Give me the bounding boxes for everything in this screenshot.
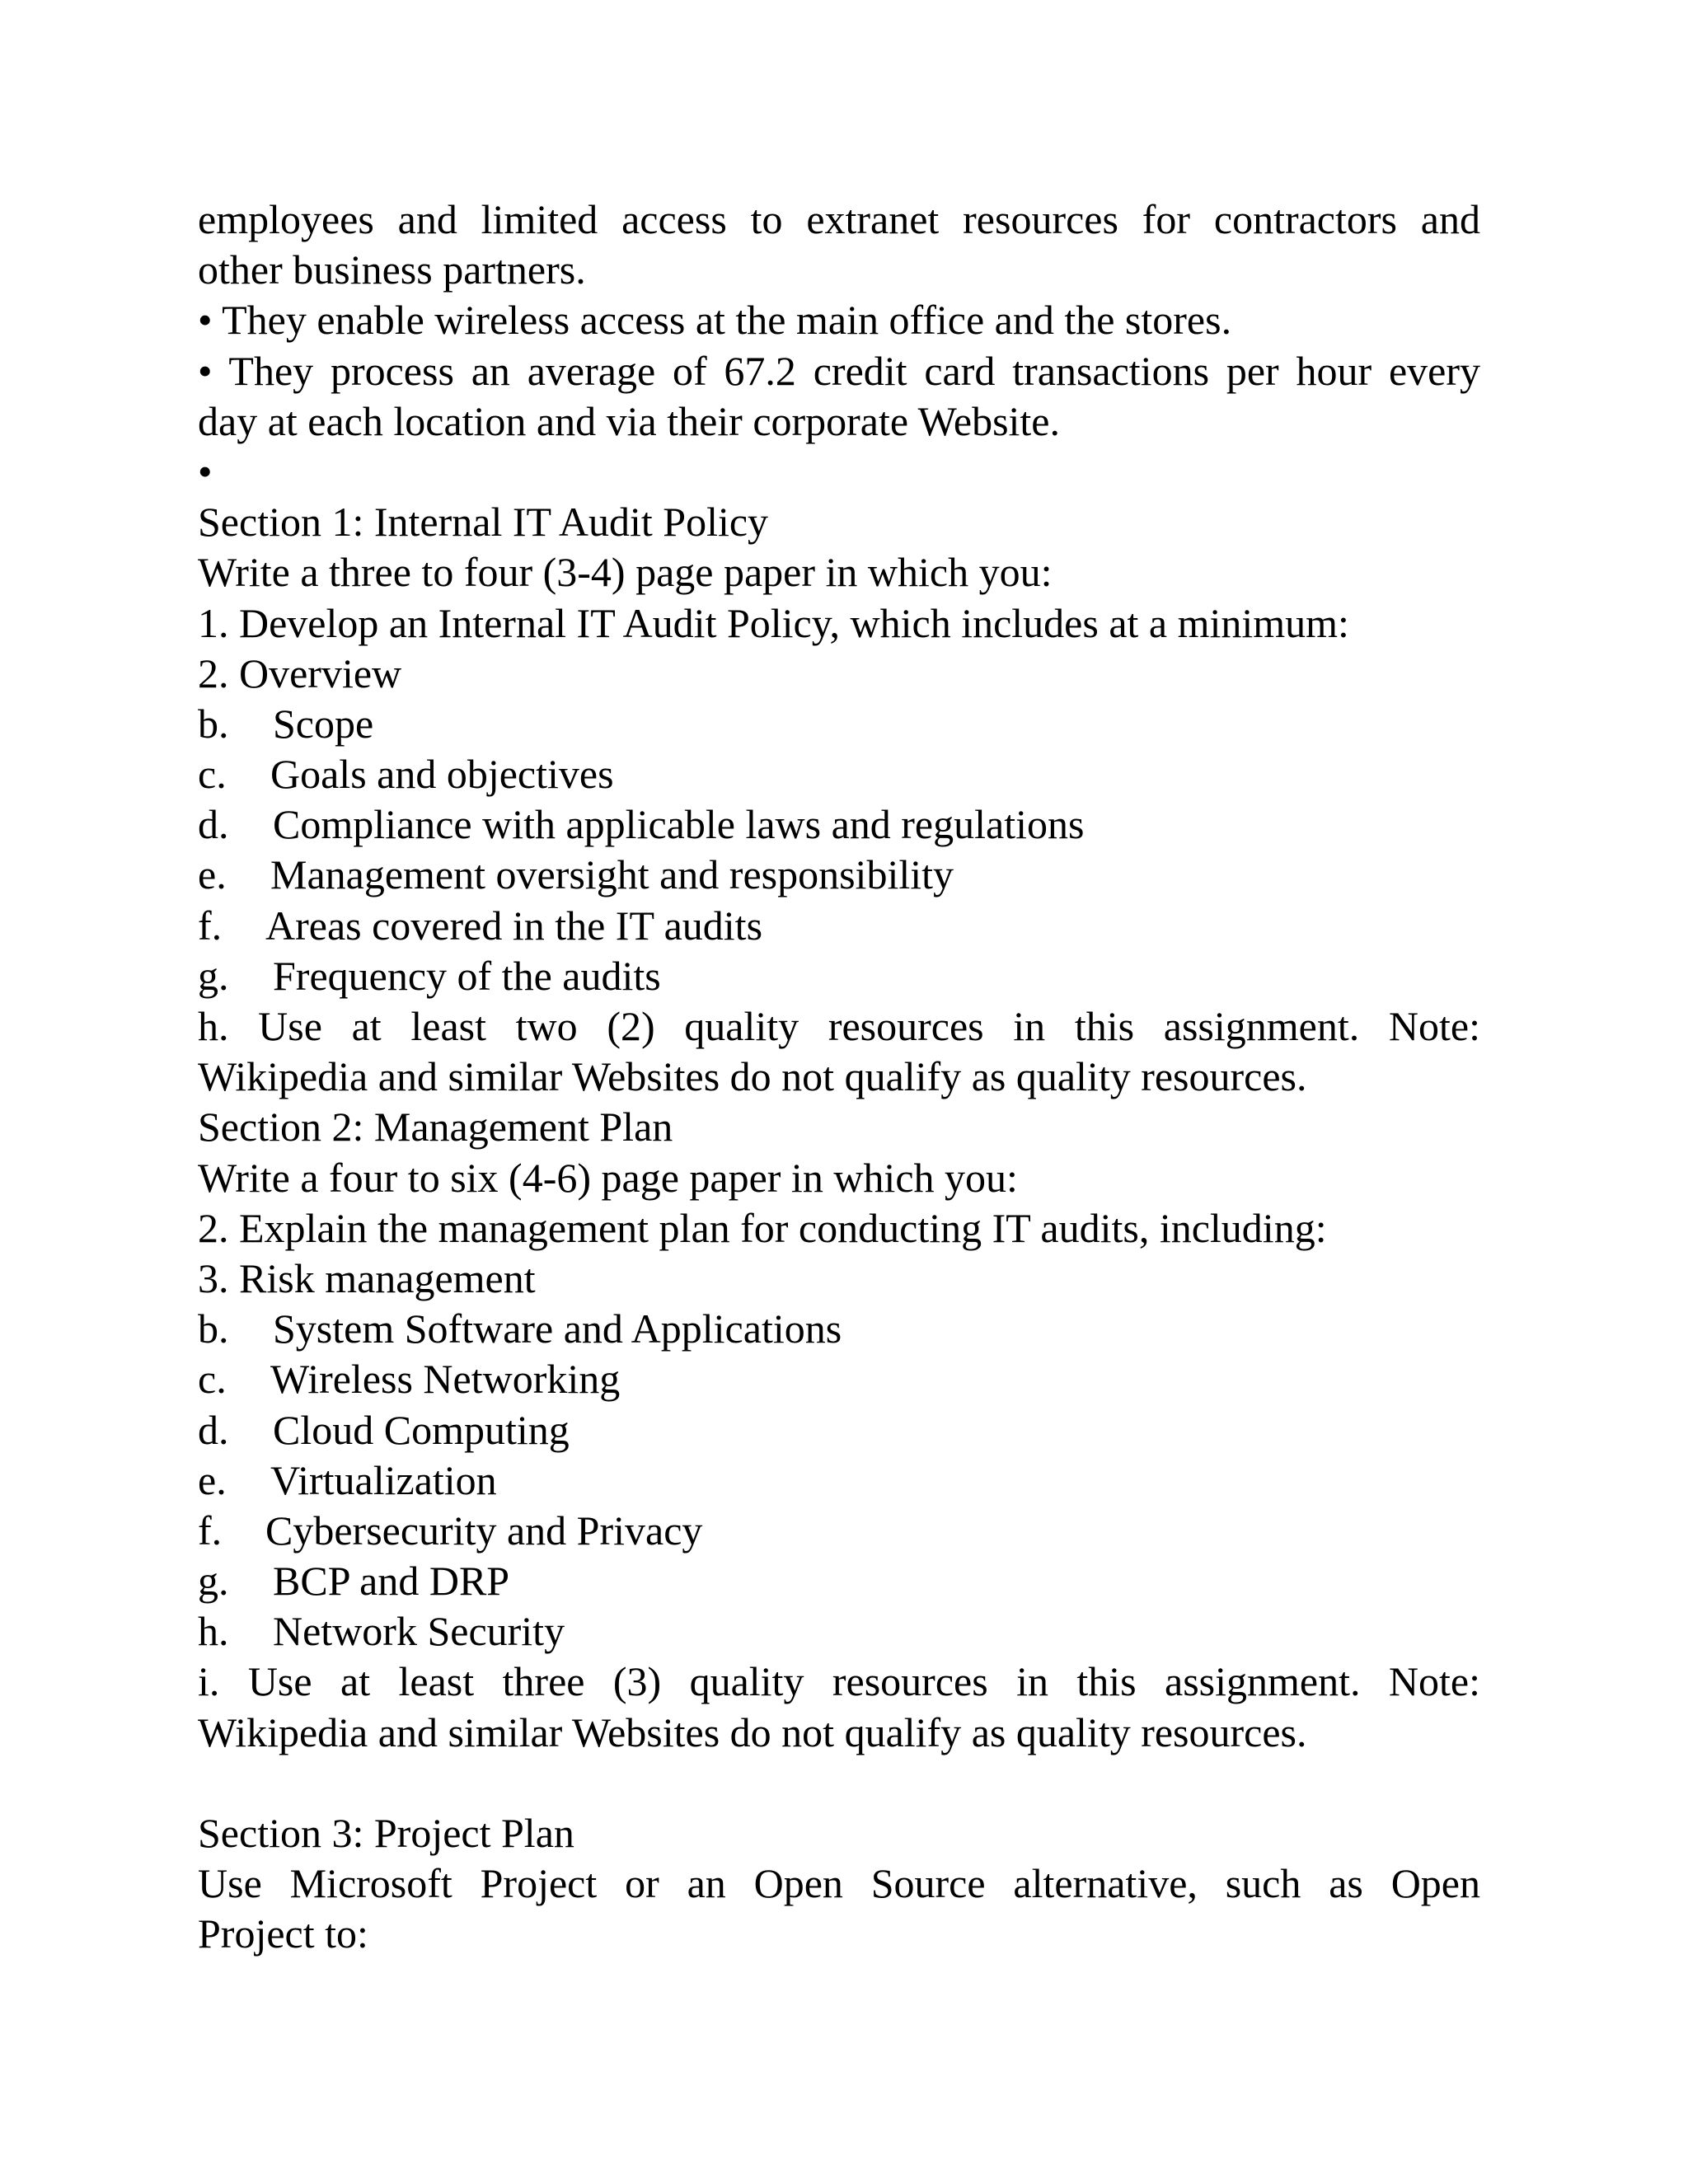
paragraph-line: employees and limited access to extranet resources for contractors and: [198, 196, 1480, 242]
list-marker: g.: [198, 952, 229, 999]
section-2-item-2: 2. Explain the management plan for conducting IT audits, including:: [198, 1204, 1327, 1251]
list-item: [198, 1354, 1480, 1404]
list-item-text: System Software and Applications: [273, 1305, 842, 1352]
list-item-text: Management oversight and responsibility: [270, 851, 954, 898]
section-1-title: Section 1: Internal IT Audit Policy: [198, 499, 769, 546]
empty-bullet: •: [198, 448, 213, 494]
list-marker: e.: [198, 851, 227, 898]
list-item: [198, 799, 1480, 850]
list-item-text: Areas covered in the IT audits: [265, 902, 763, 949]
list-item: [198, 1556, 1480, 1606]
bullet-item: • They process an average of 67.2 credit card transactions per hour every: [198, 347, 1480, 394]
list-item-text: Use at least three (3) quality resources in this assignment. Note:: [247, 1658, 1480, 1705]
list-item-continuation: Wikipedia and similar Websites do not qualify as quality resources.: [198, 1053, 1307, 1100]
list-item-text: Use at least two (2) quality resources in this assignment. Note:: [258, 1003, 1480, 1049]
section-1-item-2: 2. Overview: [198, 649, 402, 696]
list-item-text: Frequency of the audits: [273, 952, 661, 999]
blank-line: [198, 1758, 1480, 1808]
bullet-item: • They enable wireless access at the main office and the stores.: [198, 297, 1232, 344]
list-marker: f.: [198, 902, 223, 949]
list-item-text: Network Security: [273, 1608, 565, 1655]
list-item: [198, 1304, 1480, 1354]
list-item-continuation: Wikipedia and similar Websites do not qualify as quality resources.: [198, 1708, 1307, 1755]
list-item: [198, 699, 1480, 749]
section-3-intro-continuation: Project to:: [198, 1910, 368, 1957]
document-page: [198, 194, 1480, 1960]
list-item: [198, 749, 1480, 799]
section-3-intro: Use Microsoft Project or an Open Source alternative, such as Open: [198, 1860, 1480, 1907]
section-2-intro: Write a four to six (4-6) page paper in which you:: [198, 1154, 1018, 1201]
list-item: [198, 1506, 1480, 1556]
list-marker: i.: [198, 1658, 220, 1705]
list-marker: d.: [198, 1406, 229, 1453]
section-1-item-1: 1. Develop an Internal IT Audit Policy, which includes at a minimum:: [198, 599, 1349, 646]
list-item-text: Cloud Computing: [273, 1406, 570, 1453]
section-1-intro: Write a three to four (3-4) page paper in which you:: [198, 549, 1053, 596]
list-item-text: Goals and objectives: [270, 751, 614, 798]
list-item-text: Scope: [273, 700, 374, 747]
list-marker: c.: [198, 1356, 227, 1403]
section-3-title: Section 3: Project Plan: [198, 1810, 574, 1856]
bullet-item-continuation: day at each location and via their corporate Website.: [198, 397, 1060, 444]
list-item-text: BCP and DRP: [273, 1558, 510, 1605]
list-marker: c.: [198, 751, 227, 798]
list-item: [198, 1606, 1480, 1657]
paragraph-line: other business partners.: [198, 246, 586, 293]
list-marker: b.: [198, 1305, 229, 1352]
list-item: [198, 951, 1480, 1001]
list-item: [198, 1405, 1480, 1455]
list-item-text: Virtualization: [270, 1456, 497, 1503]
section-2-title: Section 2: Management Plan: [198, 1104, 673, 1151]
list-marker: h.: [198, 1608, 229, 1655]
list-marker: e.: [198, 1456, 227, 1503]
section-2-item-3: 3. Risk management: [198, 1254, 536, 1301]
list-marker: f.: [198, 1507, 223, 1554]
list-item: [198, 1455, 1480, 1506]
list-marker: b.: [198, 700, 229, 747]
list-item-i: [198, 1657, 1480, 1707]
list-marker: d.: [198, 801, 229, 848]
list-item-text: Wireless Networking: [270, 1356, 621, 1403]
list-item-h: [198, 1001, 1480, 1052]
list-marker: h.: [198, 1003, 229, 1049]
list-marker: g.: [198, 1558, 229, 1605]
list-item-text: Compliance with applicable laws and regulations: [273, 801, 1085, 848]
list-item: [198, 901, 1480, 951]
list-item: [198, 850, 1480, 900]
list-item-text: Cybersecurity and Privacy: [265, 1507, 703, 1554]
